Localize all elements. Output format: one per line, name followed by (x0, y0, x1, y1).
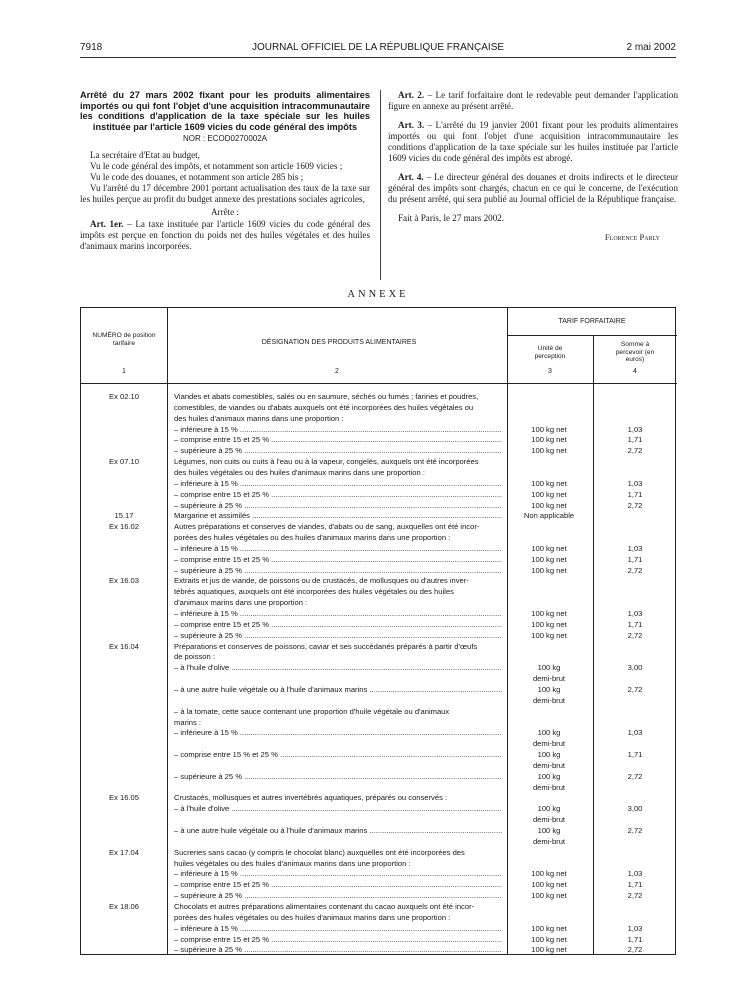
product-designation: – à l'huile d'olive ..... (174, 804, 502, 814)
table-row (81, 403, 677, 413)
article-3-text: – L'arrêté du 19 janvier 2001 fixant pour les produits alimentaires importés ou qui font l'objet d'une acquisition intracommunautaire les conditions d'application de la taxe spéciale sur les huiles instituée par l'article 1609 vicies du code général des impôts est abrogé. (388, 120, 678, 163)
article-1 (80, 219, 370, 252)
column-number: 2 (335, 368, 339, 375)
column-number: 1 (122, 368, 126, 375)
table-row (81, 457, 677, 467)
tariff-position: Ex 07.10 (109, 457, 139, 467)
table-row (81, 392, 677, 402)
product-designation: – inférieure à 15 % ..... (174, 924, 502, 934)
table-row (81, 642, 677, 652)
product-designation: – à une autre huile végétale ou à l'huile d'animaux marins ..... (174, 685, 502, 695)
place-date: Fait à Paris, le 27 mars 2002. (398, 213, 505, 223)
table-row (81, 891, 677, 901)
article-1-label: Art. 1er. (90, 219, 124, 229)
product-designation: – inférieure à 15 % ..... (174, 609, 502, 619)
product-designation: d'animaux marins dans une proportion : (174, 598, 308, 608)
product-designation: – comprise entre 15 et 25 % ..... (174, 935, 502, 945)
annexe-title: ANNEXE (347, 289, 409, 300)
product-designation: – comprise entre 15 et 25 % ..... (174, 880, 502, 890)
header-col1: NUMÉRO de position tarifaire (92, 332, 156, 347)
column-number: 4 (633, 368, 637, 375)
article-2 (388, 90, 678, 112)
product-designation: Légumes, non cuits ou cuits à l'eau ou à la vapeur, congelés, auxquels ont été incorporées (174, 457, 479, 467)
tariff-position: Ex 02.10 (109, 392, 139, 401)
amount-euros: 2,72 (627, 446, 643, 456)
amount-euros: 1,03 (627, 478, 643, 488)
table-row (81, 576, 677, 586)
amount-euros: 1,71 (627, 554, 643, 564)
running-header (80, 42, 676, 56)
product-designation: huiles végétales ou des huiles d'animaux marins dans une proportion : (174, 858, 411, 868)
product-designation: Margarine et assimilés ..... (174, 511, 502, 521)
table-row (81, 555, 677, 565)
tariff-position: Ex 17.04 (109, 847, 139, 857)
table-row (81, 750, 677, 760)
issue-date: 2 mai 2002 (626, 42, 676, 53)
perception-unit: 100 kg net (531, 543, 567, 553)
product-designation: marins : (174, 717, 202, 727)
amount-euros: 2,72 (627, 565, 643, 575)
table-row (81, 815, 677, 825)
amount-euros: 1,03 (627, 543, 643, 553)
perception-unit: 100 kg net (531, 446, 567, 456)
amount-euros: 3,00 (627, 804, 643, 814)
table-row (81, 446, 677, 456)
article-4-label: Art. 4. (398, 172, 424, 182)
perception-unit: 100 kg net (531, 880, 567, 890)
tariff-position: Ex 16.03 (109, 576, 139, 586)
page-number: 7918 (80, 42, 103, 53)
column-separator (380, 90, 381, 280)
amount-euros: 1,71 (627, 934, 643, 944)
table-rule (507, 335, 677, 336)
table-row (81, 793, 677, 803)
table-row (81, 783, 677, 793)
table-row (81, 739, 677, 749)
product-designation: Autres préparations et conserves de viandes, d'abats ou de sang, auxquelles ont été incor- (174, 522, 480, 532)
table-row (81, 761, 677, 771)
paragraph-secretary: La secrétaire d'Etat au budget, (90, 150, 200, 160)
amount-euros: 1,71 (627, 435, 643, 445)
amount-euros: 2,72 (627, 630, 643, 640)
table-row (81, 902, 677, 912)
amount-euros: 2,72 (627, 826, 643, 835)
product-designation: – à une autre huile végétale ou à l'huile d'animaux marins ..... (174, 826, 502, 836)
header-col2: DÉSIGNATION DES PRODUITS ALIMENTAIRES (261, 339, 417, 346)
table-row (81, 468, 677, 478)
table-row (81, 707, 677, 717)
article-4 (388, 172, 678, 205)
product-designation: – supérieure à 25 % ..... (174, 945, 502, 955)
perception-unit: 100 kg net (531, 609, 567, 618)
amount-euros: 1,71 (627, 619, 643, 629)
product-designation: – comprise entre 15 % et 25 % ..... (174, 750, 502, 760)
perception-unit: 100 kg (537, 750, 561, 760)
table-row (81, 945, 677, 955)
product-designation: porées des huiles végétales ou des huiles d'animaux marins dans une proportion : (174, 912, 451, 922)
perception-unit: 100 kg net (531, 500, 567, 510)
amount-euros: 1,03 (627, 609, 643, 618)
perception-unit: 100 kg net (531, 869, 567, 879)
perception-unit: 100 kg net (531, 554, 567, 564)
perception-unit: demi-brut (532, 695, 566, 705)
product-designation: Crustacés, mollusques et autres invertébrés aquatiques, préparés ou conservés : (174, 793, 448, 803)
perception-unit: demi-brut (532, 815, 566, 825)
perception-unit: 100 kg (537, 826, 561, 835)
amount-euros: 2,72 (627, 771, 643, 781)
journal-title: JOURNAL OFFICIEL DE LA RÉPUBLIQUE FRANÇAISE (251, 42, 505, 53)
product-designation: de poisson : (174, 652, 215, 662)
table-row (81, 674, 677, 684)
table-row (81, 609, 677, 619)
product-designation: – comprise entre 15 et 25 % ..... (174, 620, 502, 630)
product-designation: tébrés aquatiques, auxquels ont été incorporées des huiles végétales ou des huiles (174, 587, 454, 597)
header-rule (80, 57, 676, 58)
amount-euros: 1,03 (627, 869, 643, 879)
article-3-label: Art. 3. (398, 120, 425, 130)
table-row (81, 435, 677, 445)
perception-unit: demi-brut (532, 739, 566, 749)
table-row (81, 826, 677, 836)
product-designation: Préparations et conserves de poissons, caviar et ses succédanés préparés à partir d'œufs (174, 641, 478, 651)
tariff-table (80, 307, 676, 955)
tariff-position: Ex 16.02 (109, 522, 139, 532)
nor-reference: NOR : ECOD0270002A (182, 134, 268, 143)
table-row (81, 511, 677, 521)
header-col3: Unité de perception (534, 345, 566, 360)
table-row (81, 566, 677, 576)
table-row (81, 652, 677, 662)
left-column (80, 90, 370, 252)
tariff-position: Ex 16.05 (109, 793, 139, 803)
tariff-position: 15.17 (114, 511, 134, 521)
product-designation: – supérieure à 25 % ..... (174, 446, 502, 456)
perception-unit: 100 kg (537, 771, 561, 781)
perception-unit: 100 kg net (531, 619, 567, 629)
table-row (81, 587, 677, 597)
perception-unit: Non applicable (523, 511, 575, 521)
amount-euros: 1,71 (627, 489, 643, 499)
article-2-label: Art. 2. (398, 90, 425, 100)
paragraph-vu-arrete: Vu l'arrêté du 17 décembre 2001 portant actualisation des taux de la taxe sur les huiles perçue au profit du budget annexe des prestations sociales agricoles, (80, 183, 370, 204)
table-row (81, 522, 677, 532)
perception-unit: demi-brut (532, 760, 566, 770)
product-designation: – supérieure à 25 % ..... (174, 501, 502, 511)
amount-euros: 2,72 (627, 500, 643, 510)
article-1-text: – La taxe instituée par l'article 1609 vicies du code général des impôts est perçue en fonction du poids net des huiles végétales et des huiles d'animaux marins incorporées. (80, 219, 370, 251)
perception-unit: 100 kg net (531, 891, 567, 901)
product-designation: – comprise entre 15 et 25 % ..... (174, 555, 502, 565)
product-designation: – supérieure à 25 % ..... (174, 566, 502, 576)
table-row (81, 718, 677, 728)
product-designation: – supérieure à 25 % ..... (174, 772, 502, 782)
amount-euros: 1,71 (627, 880, 643, 890)
decree-title: Arrêté du 27 mars 2002 fixant pour les produits alimentaires importés ou qui font l'objet d'une acquisition intracommunautaire les conditions d'application de la taxe spéciale sur les huiles instituée par l'article 1609 vicies du code général des impôts (80, 90, 370, 132)
perception-unit: demi-brut (532, 782, 566, 792)
perception-unit: demi-brut (532, 674, 566, 684)
product-designation: – supérieure à 25 % ..... (174, 631, 502, 641)
table-row (81, 490, 677, 500)
amount-euros: 2,72 (627, 945, 643, 955)
table-row (81, 544, 677, 554)
table-row (81, 533, 677, 543)
product-designation: Chocolats et autres préparations alimentaires contenant du cacao auxquels ont été incor- (174, 902, 475, 911)
table-row (81, 859, 677, 869)
perception-unit: 100 kg net (531, 945, 567, 955)
table-row (81, 837, 677, 847)
perception-unit: 100 kg net (531, 565, 567, 575)
product-designation: des huiles végétales ou des huiles d'animaux marins dans une proportion : (174, 467, 425, 477)
perception-unit: 100 kg (537, 663, 561, 673)
header-col4: Somme à percevoir (en euros) (615, 341, 655, 364)
table-row (81, 728, 677, 738)
tariff-position: Ex 16.04 (109, 641, 139, 651)
amount-euros: 2,72 (627, 684, 643, 694)
perception-unit: 100 kg net (531, 478, 567, 488)
header-tarif: TARIF FORFAITAIRE (558, 318, 626, 325)
table-row (81, 414, 677, 424)
product-designation: – inférieure à 15 % ..... (174, 728, 502, 738)
table-row (81, 804, 677, 814)
perception-unit: 100 kg net (531, 489, 567, 499)
tariff-position: Ex 18.06 (109, 902, 139, 911)
product-designation: porées des huiles végétales ou des huiles d'animaux marins dans une proportion : (174, 533, 451, 542)
paragraph-vu-cgi: Vu le code général des impôts, et notamment son article 1609 vicies ; (90, 161, 343, 171)
amount-euros: 1,71 (627, 750, 643, 760)
table-row (81, 501, 677, 511)
table-row (81, 913, 677, 923)
amount-euros: 1,03 (627, 923, 643, 933)
table-rule (81, 383, 677, 384)
table-row (81, 869, 677, 879)
product-designation: Viandes et abats comestibles, salés ou en saumure, séchés ou fumés ; farines et poudres, (174, 392, 479, 401)
product-designation: Sucreries sans cacao (y compris le chocolat blanc) auxquelles ont été incorporées des (174, 847, 465, 857)
product-designation: Extraits et jus de viande, de poissons ou de crustacés, de mollusques ou d'autres inver- (174, 576, 469, 586)
table-row (81, 935, 677, 945)
perception-unit: 100 kg net (531, 934, 567, 944)
perception-unit: 100 kg (537, 684, 561, 694)
amount-euros: 3,00 (627, 663, 643, 673)
product-designation: – supérieure à 25 % ..... (174, 891, 502, 901)
perception-unit: 100 kg (537, 728, 561, 738)
signature: Florence Parly (604, 232, 660, 242)
amount-euros: 1,03 (627, 728, 643, 738)
product-designation: des huiles d'animaux marins dans une proportion : (174, 413, 344, 423)
table-row (81, 848, 677, 858)
column-number: 3 (548, 368, 552, 375)
table-row (81, 880, 677, 890)
table-row (81, 772, 677, 782)
arrete-heading: Arrête : (210, 207, 240, 217)
table-row (81, 620, 677, 630)
amount-euros: 2,72 (627, 891, 643, 901)
table-row (81, 663, 677, 673)
perception-unit: 100 kg net (531, 630, 567, 640)
perception-unit: 100 kg net (531, 923, 567, 933)
paragraph-vu-douanes: Vu le code des douanes, et notamment son article 285 bis ; (90, 172, 304, 182)
article-2-text: – Le tarif forfaitaire dont le redevable peut demander l'application figure en annexe au présent arrêté. (388, 90, 679, 111)
product-designation: – comprise entre 15 et 25 % ..... (174, 435, 502, 445)
product-designation: – à l'huile d'olive ..... (174, 663, 502, 673)
product-designation: – à la tomate, cette sauce contenant une proportion d'huile végétale ou d'animaux (174, 706, 450, 716)
table-row (81, 696, 677, 706)
table-row (81, 425, 677, 435)
product-designation: comestibles, de viandes ou d'abats auxquels ont été incorporées des huiles végétales ou (174, 402, 474, 412)
article-4-text: – Le directeur général des douanes et droits indirects et le directeur général des impôts sont chargés, chacun en ce qui le concerne, de l'exécution du présent arrêté, qui sera publié au Journal officiel de la République française. (388, 172, 679, 204)
product-designation: – comprise entre 15 et 25 % ..... (174, 490, 502, 500)
amount-euros: 1,03 (627, 424, 643, 434)
product-designation: – inférieure à 15 % ..... (174, 479, 502, 489)
article-3 (388, 120, 678, 164)
table-row (81, 479, 677, 489)
product-designation: – inférieure à 15 % ..... (174, 425, 502, 435)
product-designation: – inférieure à 15 % ..... (174, 869, 502, 879)
perception-unit: 100 kg (537, 804, 561, 814)
right-column (388, 90, 678, 243)
product-designation: – inférieure à 15 % ..... (174, 544, 502, 554)
perception-unit: 100 kg net (531, 424, 567, 434)
table-row (81, 924, 677, 934)
table-row (81, 685, 677, 695)
perception-unit: 100 kg net (531, 435, 567, 445)
table-row (81, 598, 677, 608)
perception-unit: demi-brut (532, 836, 566, 846)
table-row (81, 631, 677, 641)
